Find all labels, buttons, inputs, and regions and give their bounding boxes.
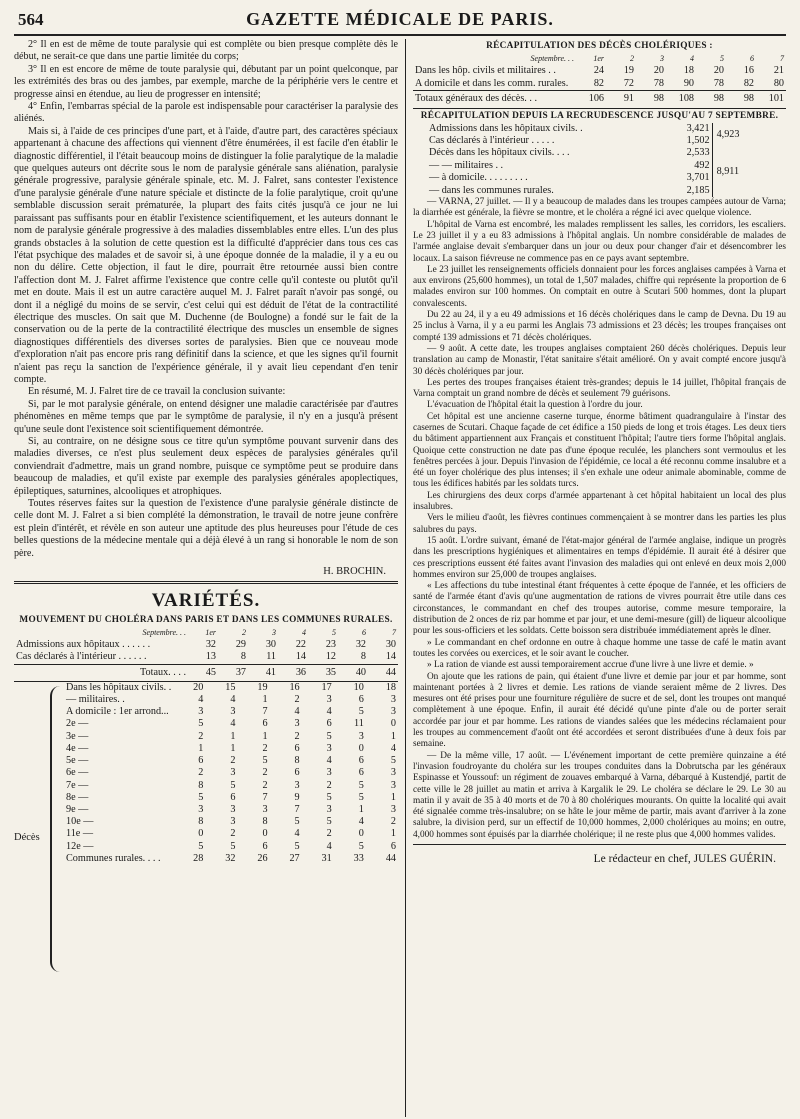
article-paragraph: 4° Enfin, l'embarras spécial de la parole est indispensable pour caractériser la paralysie des aliénés. [14,101,398,125]
day-header: 4 [302,628,306,638]
table-cell: 5 [294,816,300,828]
section-divider [14,581,398,584]
row-label: Totaux généraux des décès. . . [413,91,576,108]
table-row [14,639,398,651]
table-cell: 3 [294,779,300,791]
day-header: 3 [272,628,276,638]
table-cell: 2,185 [686,184,710,196]
article-paragraph: — 9 août. A cette date, les troupes anglaises comptaient 260 décès cholériques. Depuis leur translation au camp de Monastir, l'état sanitaire s'était amélioré. On y avait compté encore jusqu'à 30 décès cholériques par jour. [412,343,786,377]
varietes-heading: VARIÉTÉS. [151,590,261,612]
table-row [427,160,757,172]
recap2-table [427,123,757,197]
table-row [427,147,757,159]
table-header-row [413,53,786,65]
totals-row [14,664,398,681]
row-label: — à domicile. . . . . . . . . [428,172,528,184]
table-cell: 20 [653,65,664,77]
deces-row [64,755,398,767]
table-cell: 101 [756,91,786,108]
table-cell: 23 [325,639,336,651]
article-paragraph: L'hôpital de Varna est encombré, les malades remplissent les salles, les corridors, les escaliers. Le 23 juillet il y a eu 83 admissions à l'hôpital anglais. Un nombre considérable de malades de l'armée anglaise devait s'embarquer dans un jour ou deux pour changer d'air et désencombrer les locaux. La saison fiévreuse ne commence pas en ce pays avant septembre. [412,219,786,264]
day-header: 4 [690,54,694,63]
row-label: Communes rurales. . . . [66,852,161,864]
row-label: Dans les hôpitaux civils. . [66,681,172,693]
cholera-movement-table [14,627,398,682]
table-cell: 30 [265,639,276,651]
table-cell: 36 [278,664,308,681]
table-cell: 6 [358,767,364,779]
table-cell: 2 [198,730,204,742]
table-cell: 5 [198,840,204,852]
row-label: Cas déclarés à l'intérieur . . . . . . [16,651,147,663]
table-cell: 6 [358,694,364,706]
row-label: 11e — [66,828,94,840]
article-paragraph: 15 août. L'ordre suivant, émané de l'état-major général de l'armée anglaise, indique un progrès dans les prescriptions hygiéniques et alimentaires en temps d'épidémie. Il aurait été à désirer que ces prescriptions eussent été faites avant l'invasion des maladies qui ont enlevé en deux mois 2,000 hommes environ sur 25,000 de troupes anglaises. [412,535,786,580]
day-header: 1er [593,54,604,63]
table-cell: 1 [390,791,396,803]
deces-row [64,816,398,828]
table-cell: 1,502 [686,135,710,147]
table-cell: 6 [326,718,332,730]
table-cell: 8 [360,651,366,663]
article-paragraph: Si, par le mot paralysie générale, on entend désigner une maladie caractérisée par d'autres phénomènes en même temps que par le symptôme de paralysie, il n'y en a jusqu'à présent qu'une seule dont l'existence soit scientifiquement démontrée. [14,398,398,435]
table-cell: 20 [193,681,204,693]
recap-heading: RÉCAPITULATION DES DÉCÈS CHOLÉRIQUES : [486,41,713,51]
row-label: 2e — [66,718,89,730]
row-label: Admissions aux hôpitaux . . . . . . [16,639,151,651]
table-header-row [14,627,398,639]
table-cell: 6 [230,791,236,803]
table-cell: 0 [358,742,364,754]
row-label: 9e — [66,803,89,815]
table-cell: 3 [358,730,364,742]
table-cell: 2 [262,767,268,779]
table-cell: 78 [653,77,664,89]
table-cell: 492 [694,159,710,171]
table-cell: 4 [358,816,364,828]
table-cell: 20 [713,65,724,77]
column-rule [405,39,406,1117]
table-cell: 2 [262,779,268,791]
table-cell: 2 [262,742,268,754]
deces-row [64,718,398,730]
table-cell: 2 [326,828,332,840]
day-header: 1er [205,628,216,638]
table-cell: 28 [193,852,204,864]
table-cell: 4 [294,706,300,718]
table-cell: 3 [390,706,396,718]
table-cell: 1 [358,803,364,815]
mouvement-heading: MOUVEMENT DU CHOLÉRA DANS PARIS ET DANS LES COMMUNES RURALES. [19,615,393,626]
table-cell: 0 [198,828,204,840]
row-label: 10e — [66,816,94,828]
table-cell: 1 [390,828,396,840]
table-cell: 26 [257,852,268,864]
article-paragraph: En résumé, M. J. Falret tire de ce travail la conclusion suivante: [28,386,286,398]
table-cell: 5 [358,779,364,791]
article-paragraph: Du 22 au 24, il y a eu 49 admissions et 16 décès cholériques dans le camp de Devna. Du 19 au 25 inclus à Varna, il y a eu parmi les Anglais 73 admissions et 23 décès; les troupes françaises ont compté 139 admissions et 71 décès cholériques. [412,310,786,343]
sum-cell: 8,911 [712,147,757,197]
article-paragraph: Toutes réserves faites sur la question de l'existence d'une paralysie générale distincte de celle dont M. J. Falret a si bien complété la démonstration, le travail de notre jeune confrère est plein d'intérêt, et révèle en son auteur une aptitude des plus heureuses pour l'étude de ces belles questions de la médecine mentale qui a déjà élevé à un rang si honorable le nom de son père. [14,498,398,559]
table-cell: 18 [683,65,694,77]
article-paragraph: Les pertes des troupes françaises étaient très-grandes; depuis le 14 juillet, l'hôpital français de Varna comptait un grand nombre de décès et seulement 79 guérisons. [412,377,786,400]
table-cell: 8 [262,816,268,828]
day-header: 2 [242,628,246,638]
table-cell: 3 [326,742,332,754]
day-header: 3 [660,54,664,63]
table-cell: 0 [390,718,396,730]
row-label: Décès dans les hôpitaux civils. . . . [428,147,570,159]
article-paragraph: « Les affections du tube intestinal étant fréquentes à cette époque de l'année, et les officiers de santé de l'armée étant d'avis qu'une augmentation de rations de vivres pourrait être utile dans ces circonstances, le commandant en chef des troupes autorise, comme mesure temporaire, la distribution de 2 onces de riz par homme et par jour, et une demi-mesure (gill) de liqueur alcoolique pour les sous-officiers et les soldats. Cette boisson sera distribuée immédiatement après le dîner. [412,581,786,637]
table-header-label: Septembre. . . [530,54,574,63]
table-cell: 3 [326,767,332,779]
row-label: Admissions dans les hôpitaux civils. . [428,122,583,134]
table-cell: 3 [262,803,268,815]
table-cell: 31 [321,852,332,864]
article-paragraph: 2° Il en est de même de toute paralysie qui est complète ou bien presque complète dès le début, ne serait-ce que dans une partie limitée du corps; [14,39,398,63]
deces-row [64,767,398,779]
table-cell: 1 [262,694,268,706]
table-cell: 4 [230,718,236,730]
deces-row [64,780,398,792]
article-paragraph: » Le commandant en chef ordonne en outre à chaque homme une tasse de café le matin avant toutes les corvées ou exercices, et le soir avant le coucher. [412,637,786,659]
deces-row [64,694,398,706]
table-row [413,65,786,77]
table-cell: 2 [294,730,300,742]
table-cell: 2 [230,828,236,840]
table-cell: 5 [390,755,396,767]
table-cell: 1 [262,730,268,742]
deces-section [14,682,398,865]
deces-label: Décès [14,831,40,843]
row-label: — dans les communes rurales. [428,184,554,196]
sum-cell: 4,923 [712,123,757,148]
table-cell: 14 [385,651,396,663]
page-number: 564 [18,10,44,29]
row-label: 5e — [66,755,89,767]
editor-signature: Le rédacteur en chef, JULES GUÉRIN. [593,852,776,865]
table-cell: 3 [230,816,236,828]
table-cell: 91 [606,91,636,108]
table-cell: 35 [308,664,338,681]
table-cell: 80 [773,77,784,89]
day-header: 7 [780,54,784,63]
day-header: 6 [750,54,754,63]
table-row [14,651,398,664]
table-cell: 1 [230,730,236,742]
deces-row [64,853,398,865]
table-cell: 8 [240,651,246,663]
table-cell: 44 [385,852,396,864]
table-cell: 0 [358,828,364,840]
brace-glyph [50,686,64,972]
row-label: Cas déclarés à l'intérieur . . . . . [428,135,555,147]
row-label: 6e — [66,767,89,779]
deces-row [64,841,398,853]
row-label: A domicile : 1er arrond... [66,706,169,718]
table-cell: 32 [225,852,236,864]
table-cell: 2 [326,779,332,791]
table-cell: 106 [576,91,606,108]
article-paragraph: Les chirurgiens des deux corps d'armée appartenant à cet hôpital habitaient un local des plus insalubres. [412,490,786,513]
table-row [427,135,757,147]
table-cell: 5 [326,730,332,742]
table-cell: 6 [294,742,300,754]
table-cell: 3,421 [686,122,710,134]
table-cell: 4 [198,694,204,706]
table-cell: 5 [326,791,332,803]
table-cell: 16 [289,681,300,693]
table-cell: 32 [355,639,366,651]
article-paragraph: Cet hôpital est une ancienne caserne turque, énorme bâtiment quadrangulaire à l'instar des casernes de Scutari. Chaque façade de cet édifice a 150 pieds de long et trois étages. Les deux tiers du bâtiment appartiennent aux Français et constituent l'hôpital; l'autre tiers forme l'hôpital anglais. Quoique cette construction ne date pas d'une époque reculée, les planchers sont vermoulus et les fenêtres percées à jour. Depuis l'invasion de l'épidémie, ce local a été reconnu comme insalubre et a été un foyer cholérique des plus intenses; il s'en exhale une odeur animale abominable, comme de tous les édifices habités par les soldats turcs. [412,411,786,490]
row-label: — — militaires . . [428,159,504,171]
table-cell: 3 [326,803,332,815]
table-cell: 78 [713,77,724,89]
row-label: 4e — [66,742,89,754]
table-cell: 3 [230,767,236,779]
table-cell: 3 [390,803,396,815]
table-cell: 3 [294,718,300,730]
table-cell: 2 [294,694,300,706]
table-cell: 4 [326,840,332,852]
article-paragraph: Le 23 juillet les renseignements officiels donnaient pour les forces anglaises campées à Varna et aux environs (25,600 hommes), un total de 1,507 malades, chiffre qui représente la proportion de 6 malades environ sur 100 hommes. On comptait en outre à Scutari 500 hommes, dont la plupart convalescents. [412,264,786,309]
table-cell: 5 [358,791,364,803]
table-cell: 82 [743,77,754,89]
table-cell: 3 [390,694,396,706]
table-cell: 5 [358,706,364,718]
table-cell: 98 [726,91,756,108]
table-cell: 45 [188,664,218,681]
table-cell: 6 [390,840,396,852]
deces-row [64,804,398,816]
day-header: 5 [332,628,336,638]
table-cell: 17 [321,681,332,693]
row-label: 3e — [66,730,89,742]
deces-row [64,743,398,755]
table-cell: 2 [390,816,396,828]
table-cell: 11 [266,651,276,663]
table-cell: 8 [198,816,204,828]
table-cell: 3 [326,694,332,706]
table-cell: 19 [257,681,268,693]
table-cell: 40 [338,664,368,681]
table-cell: 5 [198,791,204,803]
table-cell: 2 [198,767,204,779]
deces-row [64,682,398,694]
day-header: 2 [630,54,634,63]
table-cell: 3 [198,803,204,815]
article-paragraph: — De la même ville, 17 août. — L'événement important de cette première quinzaine a été l'invasion foudroyante du choléra sur les troupes conduites dans la Dobrutscha par les généraux Espinasse et Youssouf: un régiment de zouaves embarqué à Varna, débarqué à Kustendjé, partit de cette ville le 28 juillet au matin et arriva à Kargalik le 29. Le choléra se déclare le 29. Le 30 au matin il y avait de 35 à 40 morts et de 70 à 80 cholériques mourants. On quitte la localité qui avait été signalée comme très-insalubre; on se hâte le jour même de partir, mais avant d'arriver à la zone salubre, la division perd, sur un effectif de 10,000 hommes, 2,000 cholériques au moins; en outre, 4,000 hommes sont épuisés par la diarrhée cholérique; il ne reste plus que 4,000 hommes valides. [412,750,786,840]
table-cell: 1 [198,742,204,754]
table-cell: 30 [385,639,396,651]
article-paragraph: » La ration de viande est aussi temporairement accrue d'une livre à une livre et demie. » [426,660,754,671]
table-cell: 13 [205,651,216,663]
deces-row [64,731,398,743]
recap2-heading: RÉCAPITULATION DEPUIS LA RECRUDESCENCE JUSQU'AU 7 SEPTEMBRE. [420,110,779,121]
table-cell: 33 [353,852,364,864]
table-cell: 41 [248,664,278,681]
day-header: 6 [362,628,366,638]
article-paragraph: Si, au contraire, on ne désigne sous ce titre qu'un symptôme pouvant survenir dans des maladies diverses, ce n'est plus seulement deux espèces de paralysies générales qu'il conviendrait d'admettre, mais un grand nombre, puisque ce symptôme peut se produire dans beaucoup de maladies, et qu'il existe par exemple des paralysies générales apoplectiques, épileptiques, saturnines, alcooliques et atrophiques. [14,436,398,497]
article-paragraph: On ajoute que les rations de pain, qui étaient d'une livre et demie par jour et par homme, sont maintenant portées à 2 livres et demie. Les rations de viande seraient même de 2 livres. Des mesures ont été prises pour une fourniture régulière de sucre et de sel, dont les troupes ont manqué complètement à une époque. Enfin, il aurait été décidé qu'une pinte d'ale ou de porter serait accordée par jour et par homme. Les rations de viandes salées que les médecins réclamaient pour les troupes au commencement d'août ont été accordées et seront distribuées d'une à deux fois par semaine. [412,671,786,750]
table-cell: 4 [294,828,300,840]
right-column [413,39,786,1117]
table-cell: 6 [262,718,268,730]
table-cell: 29 [235,639,246,651]
totals-row [413,91,786,108]
table-cell: 90 [683,77,694,89]
table-cell: 5 [198,718,204,730]
row-label: Dans les hôp. civils et militaires . . [414,65,556,77]
table-header-label: Septembre. . . [142,628,186,638]
table-cell: 98 [636,91,666,108]
section-divider [413,844,786,845]
table-cell: 5 [294,840,300,852]
table-cell: 4 [326,706,332,718]
table-cell: 3 [230,803,236,815]
table-cell: 19 [623,65,634,77]
row-label: 12e — [66,840,94,852]
table-cell: 11 [354,718,364,730]
table-cell: 3 [230,706,236,718]
article-signature: H. BROCHIN. [323,566,386,578]
table-cell: 5 [358,840,364,852]
journal-title: GAZETTE MÉDICALE DE PARIS. [246,9,554,29]
table-cell: 37 [218,664,248,681]
table-row [413,78,786,91]
deces-table [64,682,398,865]
table-cell: 1 [230,742,236,754]
table-cell: 2 [230,755,236,767]
table-cell: 0 [262,828,268,840]
table-cell: 5 [262,755,268,767]
table-cell: 108 [666,91,696,108]
article-paragraph: Vers le milieu d'août, les fièvres continues commençaient à se montrer dans les parties les plus salubres du pays. [412,513,786,535]
table-cell: 5 [326,816,332,828]
row-label: Totaux. . . . [14,664,188,681]
deces-row [64,792,398,804]
deces-row [64,828,398,840]
table-cell: 6 [294,767,300,779]
deces-row [64,706,398,718]
table-cell: 15 [225,681,236,693]
table-cell: 98 [696,91,726,108]
table-cell: 6 [262,840,268,852]
table-cell: 82 [593,77,604,89]
table-row [427,185,757,197]
table-cell: 16 [743,65,754,77]
article-paragraph: 3° Il en est encore de même de toute paralysie qui, débutant par un point quelconque, par les extrémités des bras ou des jambes, par exemple, marche de la périphérie vers le centre et progresse ainsi en étendue, au lieu de progresser en intensité; [14,63,398,100]
table-cell: 7 [262,706,268,718]
row-label: 8e — [66,791,89,803]
page-header [14,6,786,36]
table-cell: 9 [294,791,300,803]
table-cell: 14 [295,651,306,663]
article-paragraph: Mais si, à l'aide de ces principes d'une part, et à l'aide, d'autre part, des caractères spéciaux appartenant à chacune des affections qui viennent d'être énumérées, il est facile d'en établir le diagnostic différentiel, il l'était beaucoup moins de distinguer la folie paralytique de la maladie que quelques auteurs ont décrite sous le nom de paralysie générale sans aliénation, paralysie générale progressive, paralysie générale spinale, etc. M. J. Falret, sans contester l'existence d'une paralysie générale d'une nature spéciale et distincte de la folie paralytique, croit qu'une semblable discussion serait prématurée, la plupart des faits cités jusqu'à ce jour ne lui paraissant pas suffisants pour en établir l'existence scientifiquement, et les auteurs donnant le nom de paralysie générale progressive à des maladies dissemblables entre elles. L'un des plus grands obstacles à la solution de cette question est la difficulté d'apprécier dans tous ces cas l'état psychique des malades et de savoir si, à une époque donnée de la maladie, il y a eu ou non du délire. Cette objection, il faut le dire, pourrait être retournée aussi bien contre l'affection dont M. J. Falret affirme l'existence que contre celle qu'il conteste ou plutôt qu'il met en doute. Mais il est un autre caractère auquel M. J. Falret paraît n'avoir pas songé, ou dont il a négligé du moins de se servir, c'est celui qui est déduit de l'état de la contractilité électrique des muscles. On sait que M. Duchenne (de Boulogne) a fondé sur le fait de la conservation ou de la perte de la contractilité électrique des muscles un ensemble de signes diagnostiques différentiels des diverses sortes de paralysies. Bien que ce nouveau mode d'exploration n'ait pas encore pris rang définitif dans la science, et que les signes qu'il fournit n'aient pas reçu la sanction de l'expérience générale, il y avait lieu cependant d'en tenir compte. [14,125,398,385]
table-cell: 27 [289,852,300,864]
row-label: A domicile et dans les comm. rurales. [414,77,569,89]
table-cell: 8 [198,779,204,791]
table-row [427,123,757,135]
table-cell: 4 [230,694,236,706]
table-cell: 1 [390,730,396,742]
left-column [14,39,398,1117]
table-cell: 8 [294,755,300,767]
table-cell: 6 [358,755,364,767]
day-header: 7 [392,628,396,638]
table-cell: 4 [390,742,396,754]
table-cell: 2,533 [686,147,710,159]
table-cell: 18 [385,681,396,693]
table-cell: 22 [295,639,306,651]
table-cell: 5 [230,840,236,852]
recap-table [413,53,786,109]
table-cell: 3 [390,779,396,791]
table-cell: 3 [198,706,204,718]
table-cell: 10 [353,681,364,693]
table-cell: 24 [593,65,604,77]
article-paragraph: — VARNA, 27 juillet. — Il y a beaucoup de malades dans les troupes campées autour de Varna; la diarrhée est générale, la fièvre se montre, et le choléra a régné ici avec quelque violence. [412,197,786,219]
table-cell: 5 [230,779,236,791]
day-header: 5 [720,54,724,63]
table-cell: 32 [205,639,216,651]
table-cell: 7 [294,803,300,815]
table-cell: 6 [198,755,204,767]
table-row [427,172,757,184]
table-cell: 3 [390,767,396,779]
table-cell: 44 [368,664,398,681]
table-cell: 12 [325,651,336,663]
table-cell: 21 [773,65,784,77]
row-label: 7e — [66,779,89,791]
article-paragraph: L'évacuation de l'hôpital était la question à l'ordre du jour. [426,400,643,411]
row-label: — militaires. . [66,694,125,706]
table-cell: 4 [326,755,332,767]
table-cell: 3,701 [686,172,710,184]
table-cell: 7 [262,791,268,803]
table-cell: 72 [623,77,634,89]
